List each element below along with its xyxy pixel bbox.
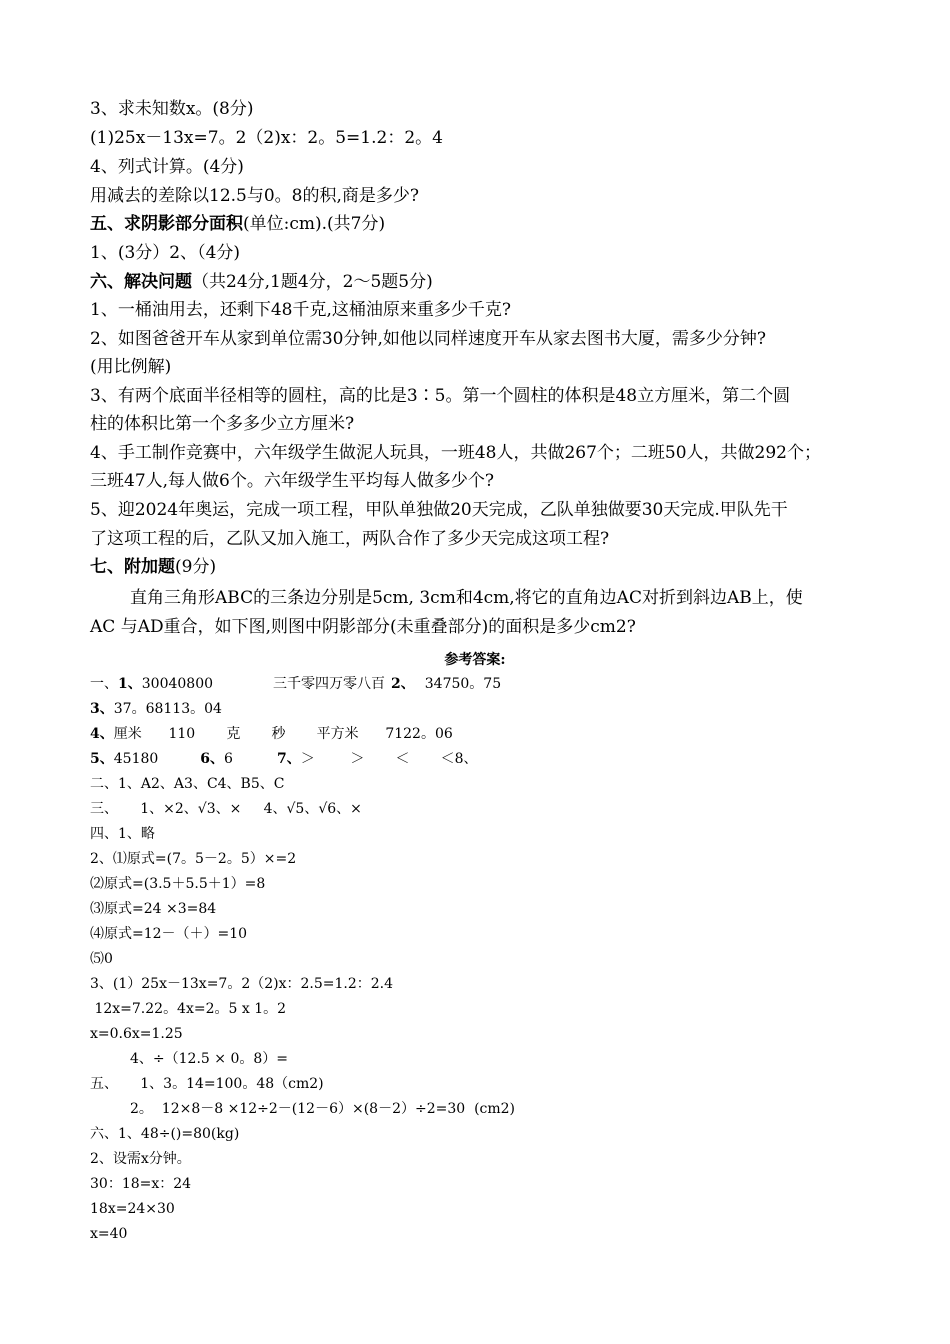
section-5-heading [90, 212, 385, 236]
answer-list-calc: 4、÷（12.5 × 0。8）= [130, 1051, 288, 1067]
answer-equation-2: 12x=7.22。4x=2。5 x 1。2 [90, 1001, 287, 1017]
answer-1-num: 1、 [118, 676, 142, 692]
section-5-note: (单位:cm).(共7分) [243, 214, 386, 234]
answer-4-num: 4、 [90, 726, 114, 742]
answer-calc-2: ⑵原式=(3.5＋5.5＋1）=8 [90, 876, 266, 892]
answer-result: x=40 [90, 1226, 128, 1242]
answer-equation-1: 3、(1）25x－13x=7。2（2)x：2.5=1.2：2.4 [90, 976, 394, 992]
bonus-line-1: 直角三角形ABC的三条边分别是5cm, 3cm和4cm,将它的直角边AC对折到斜边AB上，使 [130, 588, 803, 608]
answer-6-value: 6 [224, 751, 233, 767]
problem-2-line-2: (用比例解) [90, 357, 172, 377]
answer-1-value: 30040800 [141, 676, 214, 692]
answer-calc-1: 2、⑴原式=(7。5－2。5）×=2 [90, 851, 297, 867]
answer-equation-3: x=0.6x=1.25 [90, 1026, 183, 1042]
answer-section-3: 三、 1、×2、√3、× 4、√5、√6、× [90, 801, 362, 817]
answer-problem-1: 六、1、48÷()=80(kg) [90, 1126, 240, 1142]
q3-title: 3、求未知数x。(8分) [90, 99, 254, 119]
section-6-title: 六、解决问题 [90, 272, 192, 292]
answer-proportion: 30：18=x：24 [90, 1176, 192, 1192]
section-5-items: 1、(3分）2、（4分) [90, 243, 241, 263]
answer-5-num: 5、 [90, 751, 114, 767]
answer-section-4: 四、1、略 [90, 826, 155, 842]
answer-row-1 [90, 674, 501, 694]
problem-2-line-1: 2、如图爸爸开车从家到单位需30分钟,如他以同样速度开车从家去图书大厦，需多少分钟? [90, 329, 766, 349]
answer-step: 18x=24×30 [90, 1201, 175, 1217]
section-6-heading [90, 270, 433, 294]
answer-4-value: 厘米 110 克 秒 平方米 7122。06 [113, 726, 453, 742]
answer-6-num: 6、 [200, 751, 225, 767]
answer-calc-4: ⑷原式=12－（＋）=10 [90, 926, 248, 942]
bonus-line-2: AC 与AD重合，如下图,则图中阴影部分(未重叠部分)的面积是多少cm2? [90, 617, 636, 637]
answer-row-3 [90, 699, 222, 719]
answer-7-value: ＞ ＞ ＜ ＜8、 [300, 751, 478, 767]
answer-area-1: 五、 1、3。14=100。48（cm2) [90, 1076, 324, 1092]
answer-section-2: 二、1、A2、A3、C4、B5、C [90, 776, 285, 792]
answer-2-num: 2、 [391, 676, 415, 692]
section-6-note: （共24分,1题4分，2～5题5分) [192, 272, 433, 292]
problem-4-line-2: 三班47人,每人做6个。六年级学生平均每人做多少个? [90, 471, 494, 491]
q3-equations: (1)25x－13x=7。2（2)x：2。5=1.2：2。4 [90, 128, 443, 148]
answers-title: 参考答案: [444, 652, 506, 668]
section-7-note: (9分) [175, 557, 217, 577]
answer-1-section: 一、 [90, 676, 118, 692]
answer-3-num: 3、 [90, 701, 114, 717]
answer-row-4 [90, 724, 453, 744]
answer-problem-2: 2、设需x分钟。 [90, 1151, 191, 1167]
answer-3-value: 37。68113。04 [113, 701, 222, 717]
problem-3-line-2: 柱的体积比第一个多多少立方厘米? [90, 414, 355, 434]
section-7-title: 七、附加题 [90, 557, 175, 577]
answer-1-chinese: 三千零四万零八百 [273, 676, 386, 692]
answer-row-5 [90, 749, 478, 769]
problem-5-line-1: 5、迎2024年奥运，完成一项工程，甲队单独做20天完成，乙队单独做要30天完成.甲队先干 [90, 500, 788, 520]
answer-7-num: 7、 [276, 751, 301, 767]
problem-5-line-2: 了这项工程的后，乙队又加入施工，两队合作了多少天完成这项工程? [90, 529, 610, 549]
answer-calc-3: ⑶原式=24 ×3=84 [90, 901, 217, 917]
problem-1: 1、一桶油用去，还剩下48千克,这桶油原来重多少千克? [90, 300, 511, 320]
q4-text: 用减去的差除以12.5与0。8的积,商是多少? [90, 186, 420, 206]
problem-3-line-1: 3、有两个底面半径相等的圆柱，高的比是3∶5。第一个圆柱的体积是48立方厘米，第二个圆 [90, 386, 791, 406]
answer-area-2: 2。 12×8－8 ×12÷2－(12－6）×(8－2）÷2=30 (cm2) [130, 1101, 516, 1117]
answer-5-value: 45180 [113, 751, 159, 767]
answer-calc-5: ⑸0 [90, 951, 113, 967]
answer-2-value: 34750。75 [424, 676, 502, 692]
section-7-heading [90, 555, 216, 579]
section-5-title: 五、求阴影部分面积 [90, 214, 243, 234]
problem-4-line-1: 4、手工制作竞赛中，六年级学生做泥人玩具，一班48人，共做267个；二班50人，共做292个； [90, 443, 821, 463]
q4-title: 4、列式计算。(4分) [90, 157, 244, 177]
